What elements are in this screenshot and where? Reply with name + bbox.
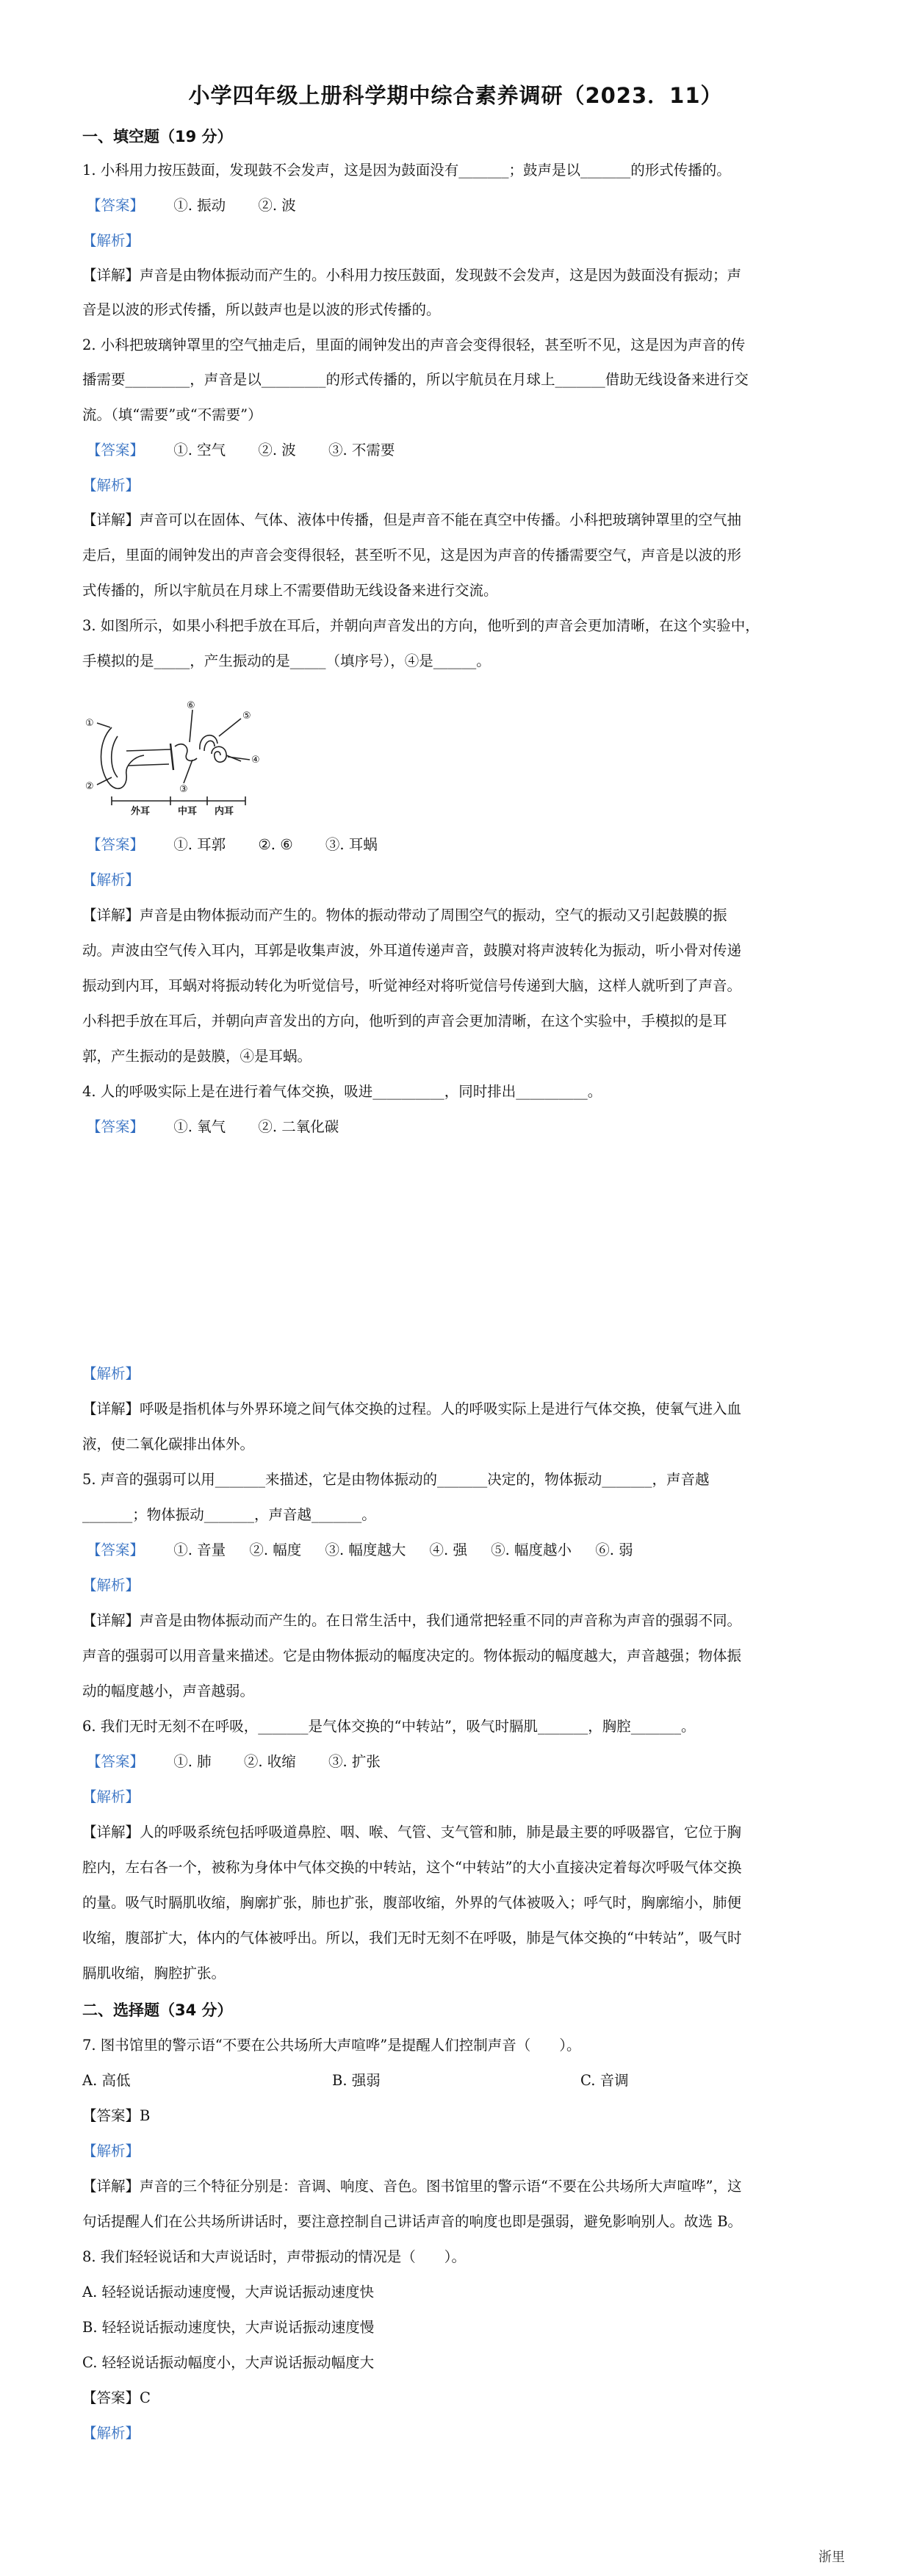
answer-tag: 【答案】 — [87, 197, 145, 214]
q2-stem-line: 流。（填“需要”或“不需要”） — [82, 406, 262, 423]
q5-answer-3: ③. 幅度越大 — [325, 1541, 406, 1558]
page-footer: 浙里 — [818, 2550, 845, 2565]
q5-detail-line: 声音的强弱可以用音量来描述。它是由物体振动的幅度决定的。物体振动的幅度越大，声音越强；物体振 — [82, 1647, 742, 1664]
section-heading-fill-blank: 一、填空题（19 分） — [82, 128, 233, 145]
q2-analysis-tag: 【解析】 — [82, 477, 140, 494]
q6-stem: 6. 我们无时无刻不在呼吸，_______是气体交换的“中转站”，吸气时膈肌_______，胸腔_______。 — [82, 1718, 696, 1735]
q3-analysis-tag: 【解析】 — [82, 871, 140, 888]
q8-stem: 8. 我们轻轻说话和大声说话时，声带振动的情况是（ ）。 — [82, 2248, 467, 2265]
q1-answer-1: ①. 振动 — [173, 197, 226, 214]
q5-answer-2: ②. 幅度 — [249, 1541, 302, 1558]
q4-answer-2: ②. 二氧化碳 — [258, 1118, 339, 1135]
q8-analysis-tag: 【解析】 — [82, 2425, 140, 2442]
q2-answer-row — [82, 440, 832, 461]
q3-detail-line: 郭，产生振动的是鼓膜，④是耳蜗。 — [82, 1048, 312, 1065]
q4-analysis-tag: 【解析】 — [82, 1365, 140, 1382]
q7-detail-line: 【详解】声音的三个特征分别是：音调、响度、音色。图书馆里的警示语“不要在公共场所大声喧哗”，这 — [82, 2178, 742, 2195]
q4-answer-1: ①. 氧气 — [173, 1118, 226, 1135]
q7-option-b: B. 强弱 — [332, 2072, 381, 2089]
q6-analysis-tag: 【解析】 — [82, 1788, 140, 1805]
q1-answer-2: ②. 波 — [258, 197, 296, 214]
fig-label-4: ④ — [251, 755, 260, 766]
q5-analysis-tag: 【解析】 — [82, 1577, 140, 1594]
q3-detail-line: 【详解】声音是由物体振动而产生的。物体的振动带动了周围空气的振动，空气的振动又引起鼓膜的振 — [82, 907, 727, 924]
eardrum-shape — [170, 744, 173, 770]
q3-stem-line: 手模拟的是_____，产生振动的是_____（填序号），④是______。 — [82, 652, 491, 669]
answer-tag: 【答案】 — [87, 1753, 145, 1770]
q6-detail-line: 的量。吸气时膈肌收缩，胸廓扩张，肺也扩张，腹部收缩，外界的气体被吸入；呼气时，胸廓缩小，肺便 — [82, 1894, 742, 1911]
q2-answer-3: ③. 不需要 — [328, 442, 395, 458]
q2-stem-line: 2. 小科把玻璃钟罩里的空气抽走后，里面的闹钟发出的声音会变得很轻，甚至听不见，这是因为声音的传 — [82, 337, 746, 353]
q6-answer-row — [82, 1752, 832, 1772]
answer-tag: 【答案】 — [87, 836, 145, 853]
q3-detail-line: 动。声波由空气传入耳内，耳郭是收集声波，外耳道传递声音，鼓膜对将声波转化为振动，听小骨对传递 — [82, 942, 742, 959]
q1-detail-line: 【详解】声音是由物体振动而产生的。小科用力按压鼓面，发现鼓不会发声，这是因为鼓面没有振动；声 — [82, 267, 742, 284]
q5-detail-line: 动的幅度越小，声音越弱。 — [82, 1683, 255, 1699]
fig-region-inner: 内耳 — [215, 806, 234, 816]
q6-answer-2: ②. 收缩 — [243, 1753, 296, 1770]
fig-label-2: ② — [85, 781, 94, 792]
q7-stem: 7. 图书馆里的警示语“不要在公共场所大声喧哗”是提醒人们控制声音（ ）。 — [82, 2037, 581, 2054]
q5-stem-line: 5. 声音的强弱可以用_______来描述，它是由物体振动的_______决定的，物体振动_______，声音越 — [82, 1471, 710, 1488]
page-title: 小学四年级上册科学期中综合素养调研（2023．11） — [188, 83, 723, 108]
q7-option-c: C. 音调 — [580, 2072, 629, 2089]
q3-detail-line: 振动到内耳，耳蜗对将振动转化为听觉信号，听觉神经对将听觉信号传递到大脑，这样人就听到了声音。 — [82, 977, 742, 994]
fig-label-1: ① — [85, 718, 94, 729]
q7-answer: 【答案】B — [82, 2107, 151, 2124]
q7-analysis-tag: 【解析】 — [82, 2143, 140, 2159]
fig-region-middle: 中耳 — [178, 806, 198, 816]
q1-detail-line: 音是以波的形式传播，所以鼓声也是以波的形式传播的。 — [82, 301, 441, 318]
q5-answer-4: ④. 强 — [429, 1541, 467, 1558]
q4-detail-line: 【详解】呼吸是指机体与外界环境之间气体交换的过程。人的呼吸实际上是进行气体交换，使氧气进入血 — [82, 1400, 742, 1417]
q8-option-a: A. 轻轻说话振动速度慢，大声说话振动速度快 — [82, 2284, 374, 2300]
q7-option-a: A. 高低 — [82, 2072, 131, 2089]
q2-detail-line: 【详解】声音可以在固体、气体、液体中传播，但是声音不能在真空中传播。小科把玻璃钟罩里的空气抽 — [82, 511, 742, 528]
q8-option-b: B. 轻轻说话振动速度快，大声说话振动速度慢 — [82, 2319, 375, 2336]
fig-label-5: ⑤ — [242, 710, 251, 722]
q5-detail-line: 【详解】声音是由物体振动而产生的。在日常生活中，我们通常把轻重不同的声音称为声音的强弱不同。 — [82, 1612, 742, 1629]
q2-stem-line: 播需要_________，声音是以_________的形式传播的，所以宇航员在月球上_______借助无线设备来进行交 — [82, 371, 749, 388]
section-heading-choice: 二、选择题（34 分） — [82, 2001, 233, 2019]
q5-stem-line: _______；物体振动_______，声音越_______。 — [82, 1506, 376, 1523]
q3-detail-line: 小科把手放在耳后，并朝向声音发出的方向，他听到的声音会更加清晰，在这个实验中，手模拟的是耳 — [82, 1012, 727, 1029]
q4-stem: 4. 人的呼吸实际上是在进行着气体交换，吸进__________，同时排出__________。 — [82, 1083, 602, 1100]
q5-answer-5: ⑤. 幅度越小 — [491, 1541, 572, 1558]
cochlea-shape — [212, 746, 226, 762]
q3-answer-2: ②. ⑥ — [258, 836, 293, 853]
q5-answer-1: ①. 音量 — [173, 1541, 226, 1558]
q6-detail-line: 膈肌收缩，胸腔扩张。 — [82, 1965, 226, 1982]
answer-tag: 【答案】 — [87, 1118, 145, 1135]
q3-answer-1: ①. 耳郭 — [173, 836, 226, 853]
q4-answer-row — [82, 1117, 832, 1137]
q1-answer-row — [82, 195, 832, 216]
q7-detail-line: 句话提醒人们在公共场所讲话时，要注意控制自己讲话声音的响度也即是强弱，避免影响别人。故选 B。 — [82, 2213, 743, 2230]
fig-region-outer: 外耳 — [131, 806, 151, 816]
fig-label-3: ③ — [179, 784, 188, 795]
q6-detail-line: 收缩，腹部扩大，体内的气体被呼出。所以，我们无时无刻不在呼吸，肺是气体交换的“中转站”，吸气时 — [82, 1929, 742, 1946]
q3-answer-row — [82, 835, 832, 855]
answer-tag: 【答案】 — [87, 1541, 145, 1558]
q8-option-c: C. 轻轻说话振动幅度小，大声说话振动幅度大 — [82, 2354, 375, 2371]
q6-answer-3: ③. 扩张 — [328, 1753, 381, 1770]
q6-detail-line: 【详解】人的呼吸系统包括呼吸道鼻腔、咽、喉、气管、支气管和肺，肺是最主要的呼吸器官，它位于胸 — [82, 1824, 742, 1841]
q5-answer-6: ⑥. 弱 — [595, 1541, 633, 1558]
q3-answer-3: ③. 耳蜗 — [325, 836, 378, 853]
q3-stem-line: 3. 如图所示，如果小科把手放在耳后，并朝向声音发出的方向，他听到的声音会更加清晰，在这个实验中， — [82, 617, 760, 634]
q6-detail-line: 腔内，左右各一个，被称为身体中气体交换的中转站，这个“中转站”的大小直接决定着每次呼吸气体交换 — [82, 1859, 742, 1876]
q2-detail-line: 式传播的，所以宇航员在月球上不需要借助无线设备来进行交流。 — [82, 582, 498, 599]
q4-detail-line: 液，使二氧化碳排出体外。 — [82, 1436, 255, 1453]
q8-answer: 【答案】C — [82, 2389, 151, 2406]
q1-stem: 1. 小科用力按压鼓面，发现鼓不会发声，这是因为鼓面没有_______；鼓声是以_______的形式传播的。 — [82, 162, 731, 179]
q6-answer-1: ①. 肺 — [173, 1753, 212, 1770]
answer-tag: 【答案】 — [87, 442, 145, 458]
q1-analysis-tag: 【解析】 — [82, 232, 140, 249]
q2-answer-1: ①. 空气 — [173, 442, 226, 458]
fig-label-6: ⑥ — [187, 700, 195, 711]
q2-detail-line: 走后，里面的闹钟发出的声音会变得很轻，甚至听不见，这是因为声音的传播需要空气，声音是以波的形 — [82, 547, 742, 564]
q2-answer-2: ②. 波 — [258, 442, 296, 458]
q5-answer-row — [82, 1540, 832, 1561]
ear-diagram — [82, 698, 273, 816]
